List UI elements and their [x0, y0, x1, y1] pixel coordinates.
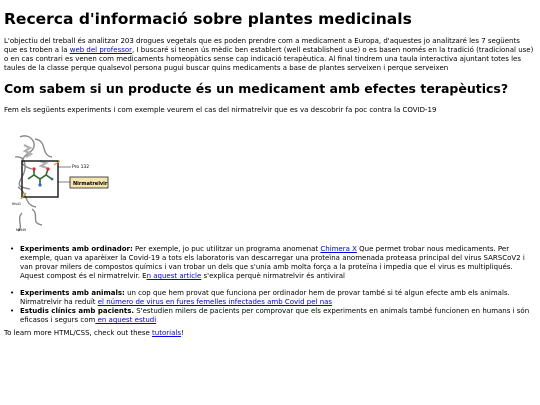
item-text: Per exemple, jo puc utilitzar un programa anomenat [132, 245, 321, 253]
item-text: un cop que hem provat que funciona per ordinador hem de provar també si té algun efecte amb els animals. Nirmatrelvir ha reduït [20, 289, 510, 306]
experiments-list-2 [4, 289, 535, 325]
experiments-intro: Fem els següents experiments i com exemple veurem el cas del nirmatrelvir que es va descobrir fa poc contra la COVID-19 [4, 106, 437, 114]
footer-text [4, 329, 535, 338]
bullet: • [10, 245, 15, 253]
intro-text-2: , I buscaré si tenen ús mèdic ben establert (well established use) o es basen només en la tradició (tradicional use) o en cas contrari es venen com medicaments homeopàtics sense cap indicació terapèutica. Al final tindrem una taula interactiva ajuntant totes les taules de la classe perque qualsevol persona pugui buscar quins medicaments a base de plantes serveixen i perque serveixen [4, 46, 534, 72]
list-item-computer [10, 245, 535, 281]
met-label: Met49 [16, 228, 27, 232]
experiments-list [4, 245, 535, 281]
footer-text-after: ! [180, 329, 184, 337]
ferret-study-link[interactable]: el número de virus en fures femelles infectades amb Covid pel nas [97, 298, 333, 306]
item-heading: Experiments amb animals: [20, 289, 125, 297]
tutorials-link[interactable]: tutorials [152, 329, 181, 337]
section-heading: Com sabem si un producte és un medicament amb efectes terapèutics? [4, 81, 509, 96]
item-text: s'explica perquè nirmatrelvir és antiviral [201, 272, 345, 280]
item-text: Que permet trobar nous medicaments. Per exemple, quan va aparèixer la Covid-19 a tots els laboratoris van descarregar una proteïna anomenada proteasa principal del virus SARSCoV2 i van provar milers de compostos químics i van trobar un dels que s'unia amb molta força a la proteïna i impedia que el virus es multipliqués. Aquest compost és el nirmatrelvir. E [20, 245, 525, 280]
chimera-x-link[interactable]: Chimera X [320, 245, 357, 253]
item-text: S'estudien milers de pacients per comprovar que els experiments en animals també funcionen en humans i són eficasos i segurs com [20, 307, 530, 324]
professor-web-link[interactable]: web del professor [69, 46, 133, 54]
protein-structure-image [10, 127, 110, 237]
list-item-animals [10, 289, 535, 307]
clinical-study-link[interactable]: en aquest estudi [95, 316, 157, 324]
bullet: • [10, 307, 15, 315]
intro-paragraph [4, 37, 535, 73]
residue-label: Pro 132 [72, 165, 90, 170]
item-heading: Estudis clínics amb pacients. [20, 307, 135, 315]
bullet: • [10, 289, 15, 297]
article-link[interactable]: n aquest article [146, 272, 202, 280]
intro-text-1: L'objectiu del treball és analitzar 203 drogues vegetals que es poden prendre com a medicament a Europa, d'aquestes jo analitzaré les 7 següents que es troben a la [4, 37, 520, 54]
list-item-clinical [10, 307, 535, 325]
protein-ligand-figure [10, 127, 110, 237]
footer-text-before: To learn more HTML/CSS, check out these [4, 329, 153, 337]
drug-label: Nirmatrelvir [73, 181, 108, 187]
page-title: Recerca d'informació sobre plantes medicinals [4, 10, 412, 28]
ligand-molecule [28, 169, 52, 185]
his-label: His41 [12, 202, 21, 206]
item-heading: Experiments amb ordinador: [20, 245, 133, 253]
